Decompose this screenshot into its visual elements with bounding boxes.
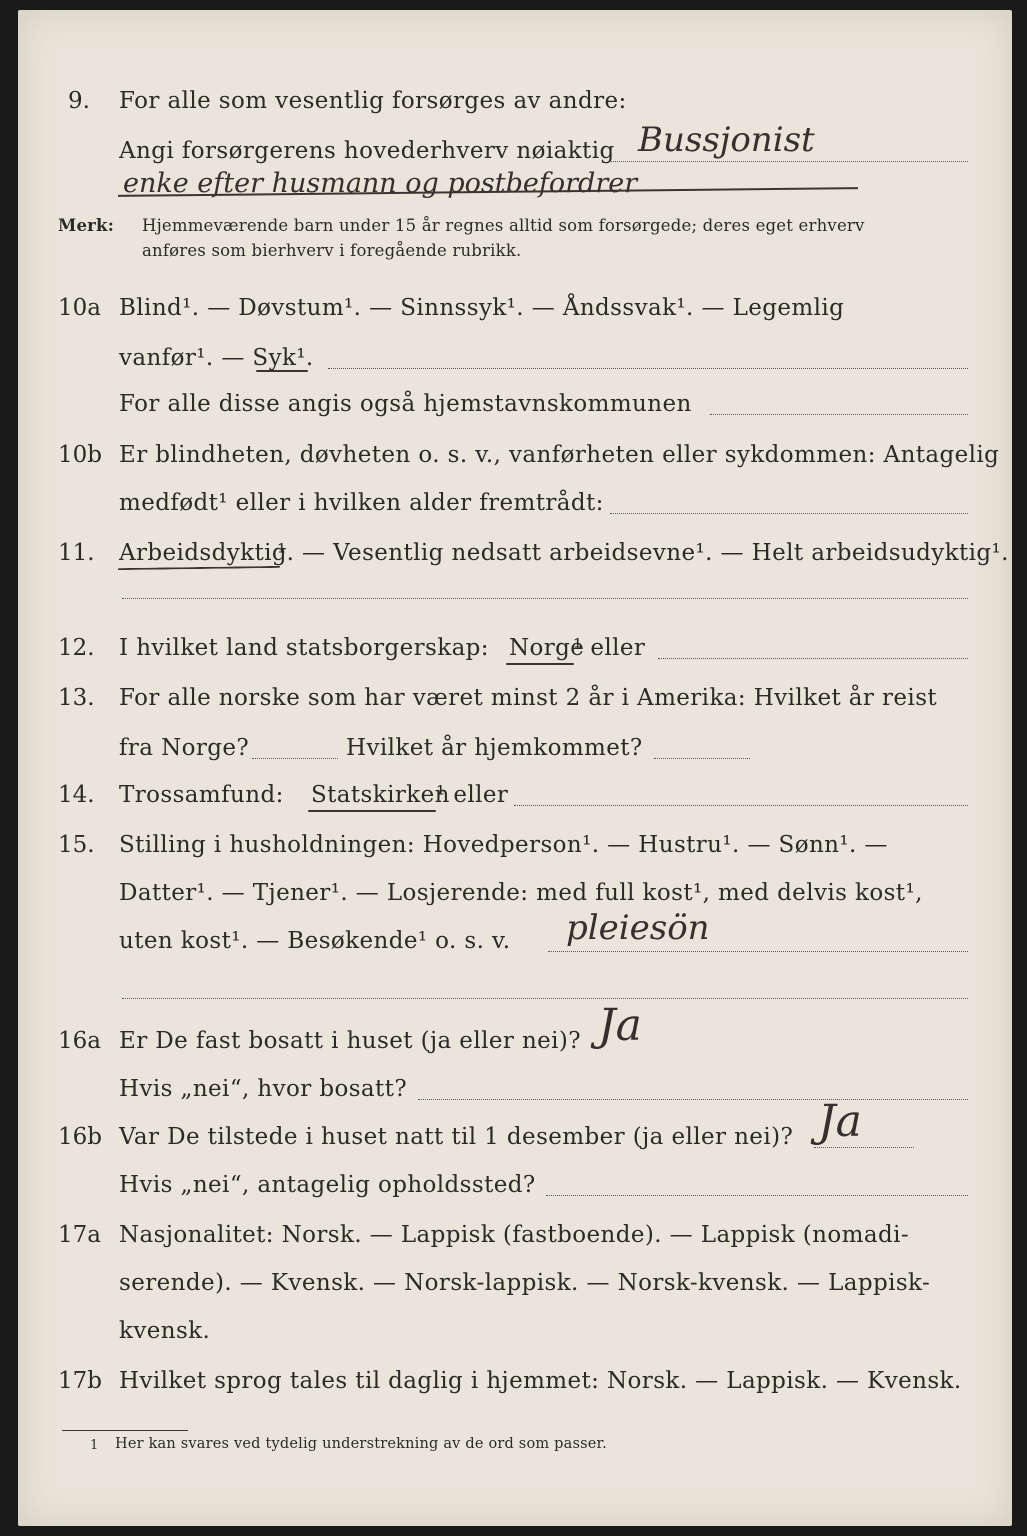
q13-year-returned-line <box>654 758 750 759</box>
q16b-location-line <box>546 1195 968 1196</box>
q9-handwritten-answer: Bussjonist <box>638 120 815 160</box>
q13-number: 13. <box>58 685 95 711</box>
q14-underline <box>308 810 436 812</box>
q10b-line2: medfødt¹ eller i hvilken alder fremtrådt: <box>119 490 604 516</box>
merk-line1: Hjemmeværende barn under 15 år regnes alltid som forsørgede; deres eget erhverv <box>142 216 865 235</box>
q17a-line3: kvensk. <box>119 1318 211 1344</box>
q17a-line1: Nasjonalitet: Norsk. — Lappisk (fastboende). — Lappisk (nomadi- <box>119 1222 910 1248</box>
q13-line2b: Hvilket år hjemkommet? <box>346 735 643 761</box>
q11-line1-rest: ¹. — Vesentlig nedsatt arbeidsevne¹. — Helt arbeidsudyktig¹. <box>277 540 1009 566</box>
q12-underline <box>506 663 574 665</box>
q16a-handwritten-answer: Ja <box>598 1000 642 1051</box>
q14-option-statskirken: Statskirken <box>311 782 450 808</box>
q12-number: 12. <box>58 635 95 661</box>
q12-answer-line <box>658 658 968 659</box>
q10b-line1: Er blindheten, døvheten o. s. v., vanførheten eller sykdommen: Antagelig <box>119 442 1000 468</box>
q10a-answer-line <box>328 368 968 369</box>
q9-struck-text: enke efter husmann og postbefordrer <box>123 168 638 199</box>
q9-line1: For alle som vesentlig forsørges av andre: <box>119 88 627 114</box>
q14-line1: Trossamfund: <box>119 782 284 808</box>
q16b-handwritten-answer: Ja <box>818 1096 862 1147</box>
q9-line2: Angi forsørgerens hovederhverv nøiaktig <box>119 138 615 164</box>
q14-line1-rest: ¹ eller <box>436 782 509 808</box>
merk-label: Merk: <box>58 216 114 235</box>
q12-line1: I hvilket land statsborgerskap: <box>119 635 489 661</box>
footnote-mark: 1 <box>90 1438 99 1453</box>
q9-number: 9. <box>68 88 90 114</box>
q17a-number: 17a <box>58 1222 101 1248</box>
footnote-text: Her kan svares ved tydelig understrekning av de ord som passer. <box>115 1436 607 1452</box>
q16a-answer-line <box>418 1099 968 1100</box>
q15-number: 15. <box>58 832 95 858</box>
q15-answer-line <box>548 951 968 952</box>
q16a-line2: Hvis „nei“, hvor bosatt? <box>119 1076 408 1102</box>
q13-line2a: fra Norge? <box>119 735 250 761</box>
footnote-rule <box>62 1430 188 1431</box>
q16b-line2: Hvis „nei“, antagelig opholdssted? <box>119 1172 536 1198</box>
q10a-line1: Blind¹. — Døvstum¹. — Sinnssyk¹. — Åndssvak¹. — Legemlig <box>119 295 845 321</box>
merk-line2: anføres som bierhverv i foregående rubrikk. <box>142 241 522 260</box>
q10a-syk-underline <box>256 370 308 372</box>
q16a-number: 16a <box>58 1028 101 1054</box>
q11-answer-line <box>122 598 968 599</box>
q16a-line1: Er De fast bosatt i huset (ja eller nei)? <box>119 1028 582 1054</box>
q14-number: 14. <box>58 782 95 808</box>
q14-answer-line <box>514 805 968 806</box>
q12-option-norge: Norge <box>509 635 585 661</box>
q17b-line1: Hvilket sprog tales til daglig i hjemmet: Norsk. — Lappisk. — Kvensk. <box>119 1368 962 1394</box>
q11-underline <box>118 566 280 570</box>
q10b-answer-line <box>610 513 968 514</box>
q16b-answer-line <box>814 1147 914 1148</box>
q10a-line3: For alle disse angis også hjemstavnskommunen <box>119 391 692 417</box>
q10b-number: 10b <box>58 442 102 468</box>
q17a-line2: serende). — Kvensk. — Norsk-lappisk. — Norsk-kvensk. — Lappisk- <box>119 1270 931 1296</box>
q16b-line1: Var De tilstede i huset natt til 1 desember (ja eller nei)? <box>119 1124 794 1150</box>
q15-extra-line <box>122 998 968 999</box>
q10a-number: 10a <box>58 295 101 321</box>
q13-line1: For alle norske som har været minst 2 år i Amerika: Hvilket år reist <box>119 685 938 711</box>
q11-option-arbeidsdyktig: Arbeidsdyktig <box>119 540 287 566</box>
q15-handwritten-answer: pleiesön <box>566 908 710 948</box>
q10a-hometown-line <box>710 414 968 415</box>
q17b-number: 17b <box>58 1368 102 1394</box>
q15-line3: uten kost¹. — Besøkende¹ o. s. v. <box>119 928 511 954</box>
q10a-line2: vanfør¹. — Syk¹. <box>119 345 314 371</box>
q16b-number: 16b <box>58 1124 102 1150</box>
q15-line2: Datter¹. — Tjener¹. — Losjerende: med full kost¹, med delvis kost¹, <box>119 880 923 906</box>
q13-year-left-line <box>252 758 338 759</box>
q9-answer-line <box>608 161 968 162</box>
q12-line1-rest: ¹ eller <box>573 635 646 661</box>
q11-number: 11. <box>58 540 95 566</box>
q15-line1: Stilling i husholdningen: Hovedperson¹. — Hustru¹. — Sønn¹. — <box>119 832 888 858</box>
census-form-page <box>18 10 1012 1526</box>
